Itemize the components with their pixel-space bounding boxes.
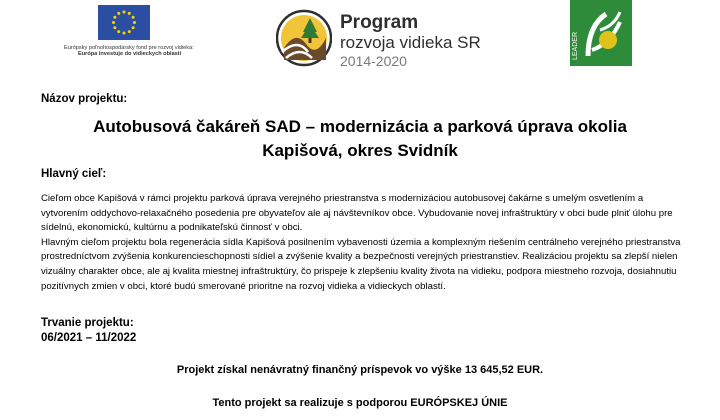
eu-star-icon xyxy=(123,32,126,35)
eu-star-icon xyxy=(112,21,115,24)
eu-star-icon xyxy=(133,21,136,24)
project-title-line1: Autobusová čakáreň SAD – modernizácia a parková úprava okolia xyxy=(93,117,627,136)
eu-support-statement: Tento projekt sa realizuje s podporou EURÓPSKEJ ÚNIE xyxy=(212,397,508,409)
eu-fund-logo xyxy=(64,5,194,57)
duration-label: Trvanie projektu: xyxy=(41,317,134,329)
eu-star-icon xyxy=(132,16,135,19)
leader-logo-icon xyxy=(570,0,632,66)
eu-flag-icon xyxy=(98,5,150,40)
project-title xyxy=(40,115,680,163)
eu-star-icon xyxy=(117,12,120,15)
eu-star-icon xyxy=(128,12,131,15)
eu-star-icon xyxy=(113,26,116,29)
eu-star-icon xyxy=(117,30,120,33)
program-emblem-icon xyxy=(276,8,332,68)
program-title xyxy=(340,12,481,70)
eu-star-icon xyxy=(123,11,126,14)
program-title-line2: rozvoja vidieka SR xyxy=(340,33,481,52)
project-name-label: Názov projektu: xyxy=(41,93,128,105)
project-title-line2: Kapišová, okres Svidník xyxy=(262,141,458,160)
leader-text: LEADER xyxy=(572,31,579,60)
duration-value: 06/2021 – 11/2022 xyxy=(41,332,137,344)
program-years: 2014-2020 xyxy=(340,53,407,69)
goal-description xyxy=(41,192,681,294)
goal-paragraph-2: Hlavným cieľom projektu bola regenerácia sídla Kapišová posilnením vybavenosti územia a komplexným riešením centrálneho verejného priestranstva prostredníctvom zvýšenia konkurencieschopnosti sídiel a zvýšenie kvality a bezpečnosti verejných priestranstiev. Realizáciou projektu sa zlepší nielen vizuálny charakter obce, ale aj kvalita miestnej infraštruktúry, čo prispeje k zlepšeniu kvality života na vidieku, podpora miestneho rozvoja, dosiahnutiu pozitívnych zmien v obci, ktoré budú smerované prioritne na rozvoj vidieka a vidieckych oblastí. xyxy=(41,236,681,292)
eu-star-icon xyxy=(113,16,116,19)
contribution-statement: Projekt získal nenávratný finančný príspevok vo výške 13 645,52 EUR. xyxy=(176,364,544,376)
eu-star-icon xyxy=(132,26,135,29)
eu-fund-caption: Európsky poľnohospodársky fond pre rozvoj vidieka: xyxy=(64,45,194,51)
main-goal-label: Hlavný cieľ: xyxy=(41,168,107,180)
logo-bar xyxy=(0,0,720,80)
program-title-line1: Program xyxy=(340,12,419,33)
eu-fund-slogan: Európa investuje do vidieckych oblastí xyxy=(78,51,182,57)
eu-star-icon xyxy=(128,30,131,33)
goal-paragraph-1: Cieľom obce Kapišová v rámci projektu parková úprava verejného priestranstva s modernizáciou autobusovej čakárne s umelým osvetlením a vytvorením oddychovo-relaxačného posedenia pre obyvateľov ale aj návštevníkov obce. Vybudovanie novej infraštruktúry v obci bude plniť úlohu pre sídelnú, ekonomickú, kultúrnu a podnikateľskú činnosť v obci. xyxy=(41,193,673,234)
